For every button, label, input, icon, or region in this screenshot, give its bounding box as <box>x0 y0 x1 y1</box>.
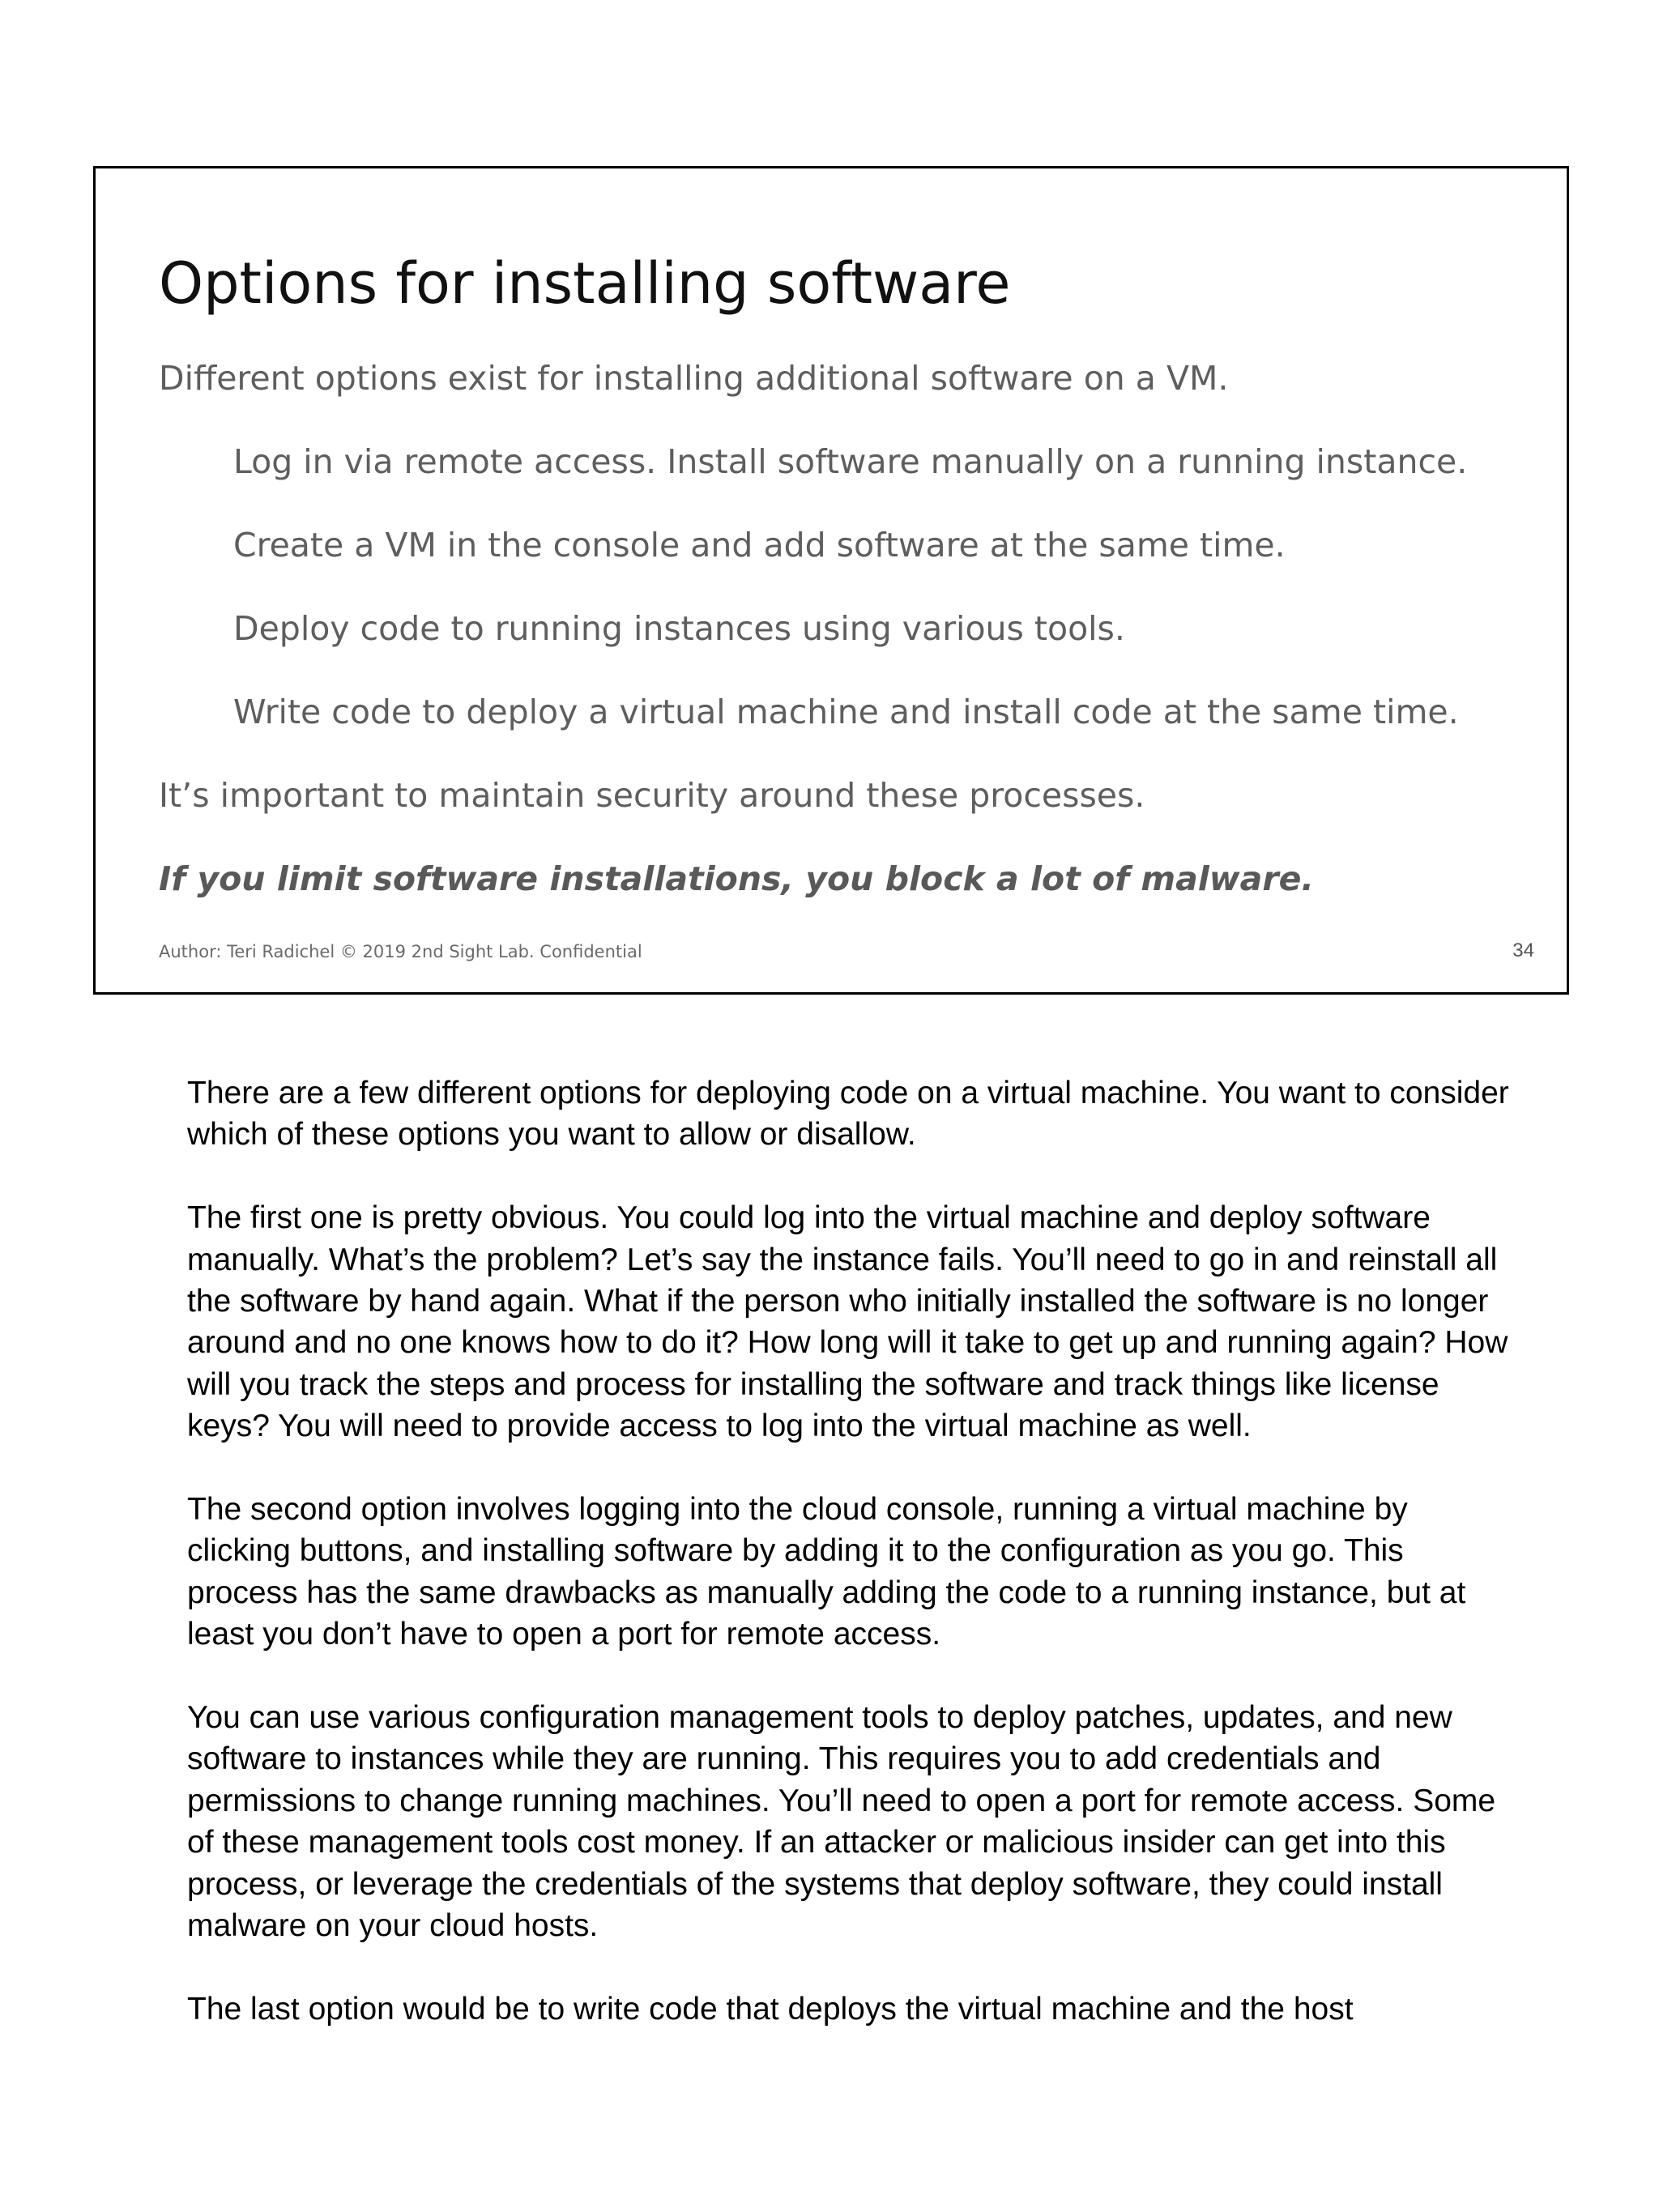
speaker-notes <box>187 1072 1516 2072</box>
bullet-security: It’s important to maintain security around these processes. <box>159 776 1145 815</box>
notes-paragraph: The last option would be to write code that deploys the virtual machine and the host <box>187 1991 1354 2027</box>
bullet-emphasis-malware: If you limit software installations, you block a lot of malware. <box>159 859 1314 898</box>
notes-paragraph: There are a few different options for deploying code on a virtual machine. You want to consider which of these options you want to allow or disallow. <box>187 1076 1509 1153</box>
slide-page-number: 34 <box>1512 940 1534 961</box>
sub-bullet-remote-access: Log in via remote access. Install software manually on a running instance. <box>233 442 1468 481</box>
notes-paragraph: The first one is pretty obvious. You could log into the virtual machine and deploy software manually. What’s the problem? Let’s say the instance fails. You’ll need to go in and reinstall all the software by hand again. What if the person who initially installed the software is no longer around and no one knows how to do it? How long will it take to get up and running again? How will you track the steps and process for installing the software and track things like license keys? You will need to provide access to log into the virtual machine as well. <box>187 1200 1508 1444</box>
slide-bullet-list <box>159 356 1550 940</box>
slide-frame <box>93 166 1569 995</box>
notes-paragraph: You can use various configuration management tools to deploy patches, updates, and new software to instances while they are running. This requires you to add credentials and permissions to change running machines. You’ll need to open a port for remote access. Some of these management tools cost money. If an attacker or malicious insider can get into this process, or leverage the credentials of the systems that deploy software, they could install malware on your cloud hosts. <box>187 1700 1496 1944</box>
sub-bullet-deploy-tools: Deploy code to running instances using various tools. <box>233 609 1125 648</box>
bullet-intro: Different options exist for installing additional software on a VM. <box>159 359 1229 398</box>
notes-paragraph: The second option involves logging into the cloud console, running a virtual machine by clicking buttons, and installing software by adding it to the configuration as you go. This process has the same drawbacks as manually adding the code to a running instance, but at least you don’t have to open a port for remote access. <box>187 1492 1466 1652</box>
sub-bullet-write-code: Write code to deploy a virtual machine and install code at the same time. <box>233 693 1459 731</box>
sub-bullet-console: Create a VM in the console and add software at the same time. <box>233 526 1286 565</box>
slide-title: Options for installing software <box>159 250 1011 317</box>
slide-footer-author: Author: Teri Radichel © 2019 2nd Sight Lab. Confidential <box>159 942 642 961</box>
